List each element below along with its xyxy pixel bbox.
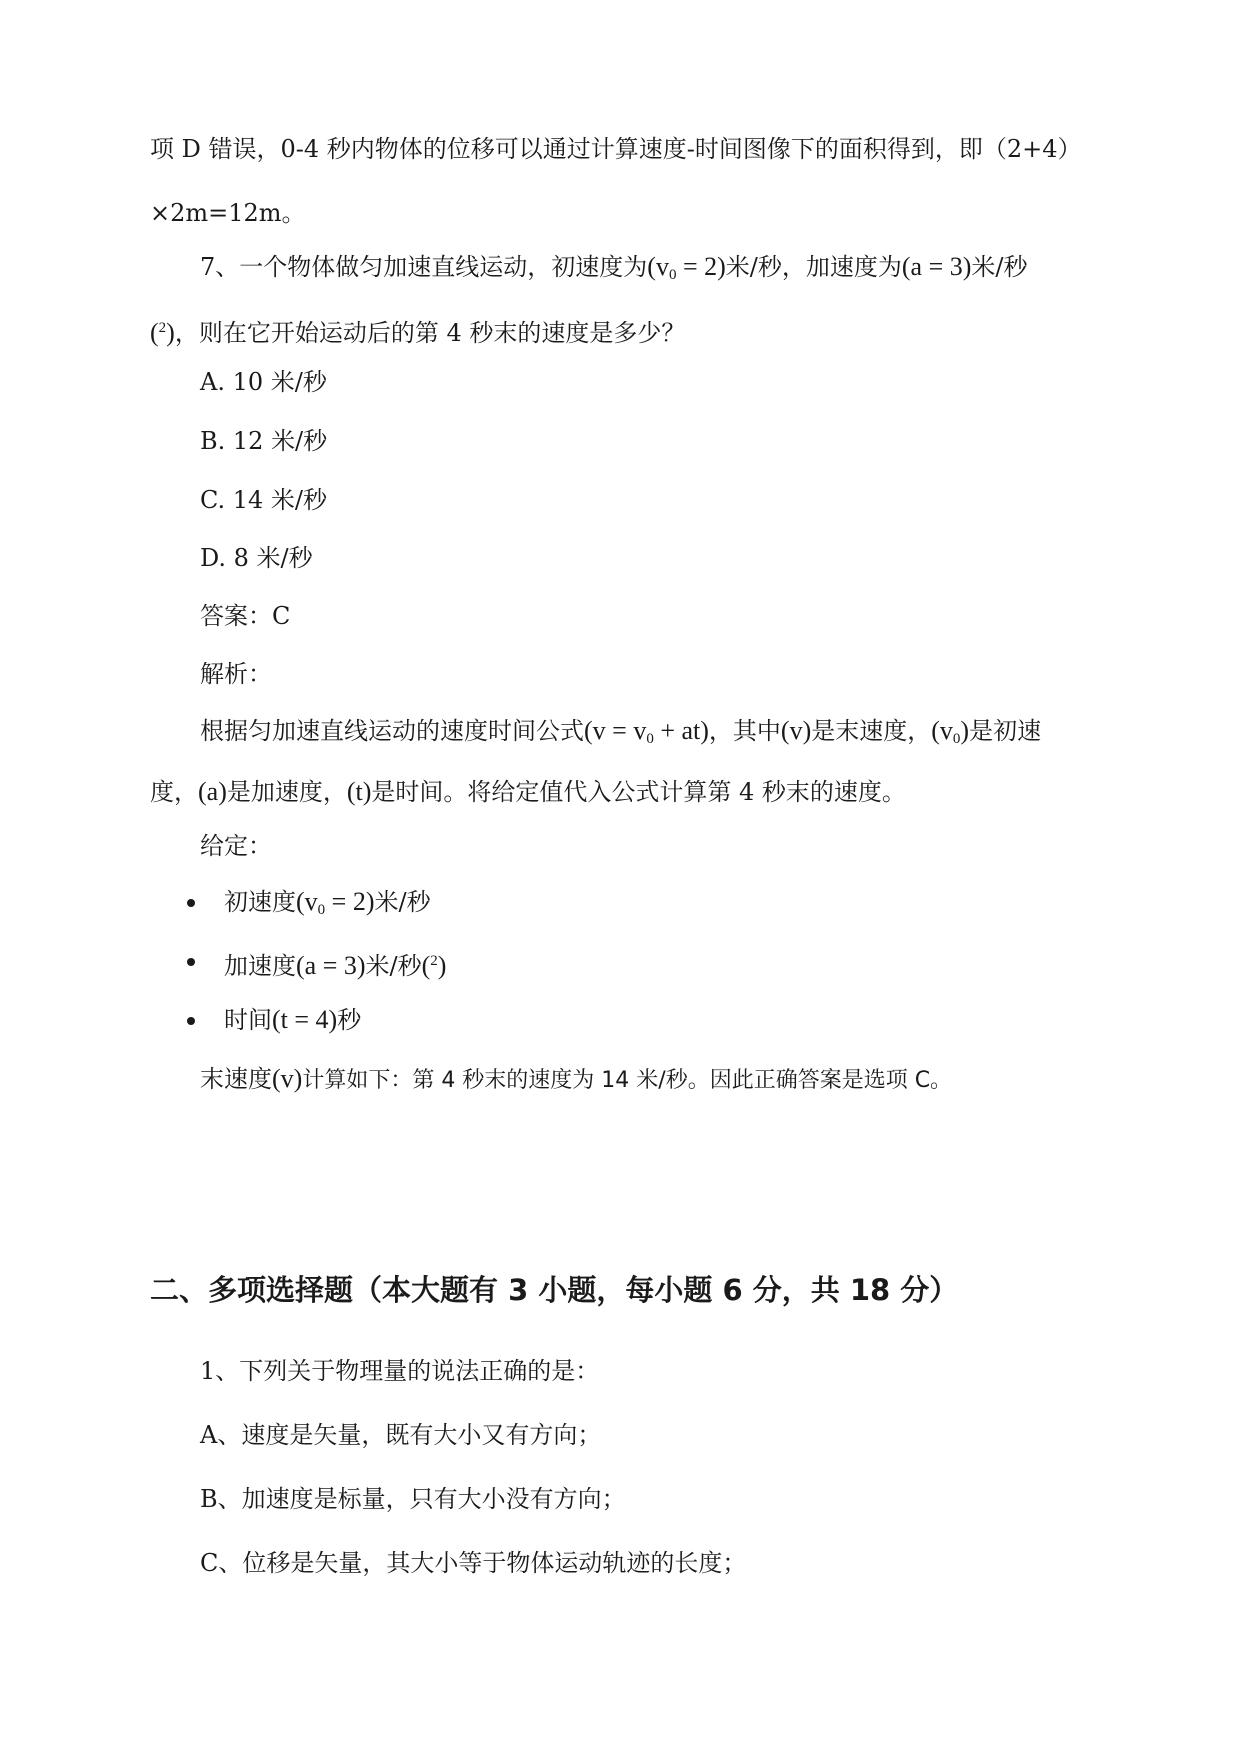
question-7-stem-line-1: 7、一个物体做匀加速直线运动，初速度为$(v_0 = 2)$米/秒，加速度为(a = 3)米/秒 bbox=[200, 252, 1028, 283]
given-item-acceleration: 加速度(a = 3)米/秒($^2$) bbox=[224, 951, 447, 980]
given-item-time: 时间(t = 4)秒 bbox=[224, 1005, 362, 1034]
bullet-icon bbox=[187, 958, 195, 966]
previous-explanation-line-2: ×2m=12m。 bbox=[150, 199, 306, 227]
option-a: A. 10 米/秒 bbox=[200, 368, 327, 396]
given-item-initial-velocity: 初速度$(v_0 = 2)$米/秒 bbox=[224, 887, 431, 918]
final-velocity-line: 末速度(v)计算如下：第 4 秒末的速度为 14 米/秒。因此正确答案是选项 C。 bbox=[200, 1064, 953, 1093]
section-2-option-c: C、位移是矢量，其大小等于物体运动轨迹的长度； bbox=[200, 1549, 747, 1577]
previous-explanation-line-1: 项 D 错误，0-4 秒内物体的位移可以通过计算速度-时间图像下的面积得到，即（2+4） bbox=[150, 135, 1082, 163]
analysis-line-1: 根据匀加速直线运动的速度时间公式$(v = v_0 + at)$，其中(v)是末速度，$(v_0)$是初速 bbox=[200, 716, 1042, 747]
section-2-question-1-stem: 1、下列关于物理量的说法正确的是： bbox=[200, 1357, 600, 1385]
answer-line: 答案：C bbox=[200, 602, 291, 630]
bullet-icon bbox=[187, 1017, 195, 1025]
bullet-icon bbox=[187, 899, 195, 907]
option-c: C. 14 米/秒 bbox=[200, 486, 328, 514]
section-2-heading: 二、多项选择题（本大题有 3 小题，每小题 6 分，共 18 分） bbox=[150, 1273, 959, 1307]
analysis-label: 解析： bbox=[200, 660, 272, 688]
question-7-stem-line-2: ($^2$)，则在它开始运动后的第 4 秒末的速度是多少？ bbox=[150, 318, 686, 347]
option-b: B. 12 米/秒 bbox=[200, 427, 328, 455]
section-2-option-b: B、加速度是标量，只有大小没有方向； bbox=[200, 1485, 626, 1513]
option-d: D. 8 米/秒 bbox=[200, 544, 313, 572]
given-label: 给定： bbox=[200, 832, 272, 860]
section-2-option-a: A、速度是矢量，既有大小又有方向； bbox=[200, 1421, 602, 1449]
analysis-line-2: 度，(a)是加速度，(t)是时间。将给定值代入公式计算第 4 秒末的速度。 bbox=[150, 777, 906, 806]
